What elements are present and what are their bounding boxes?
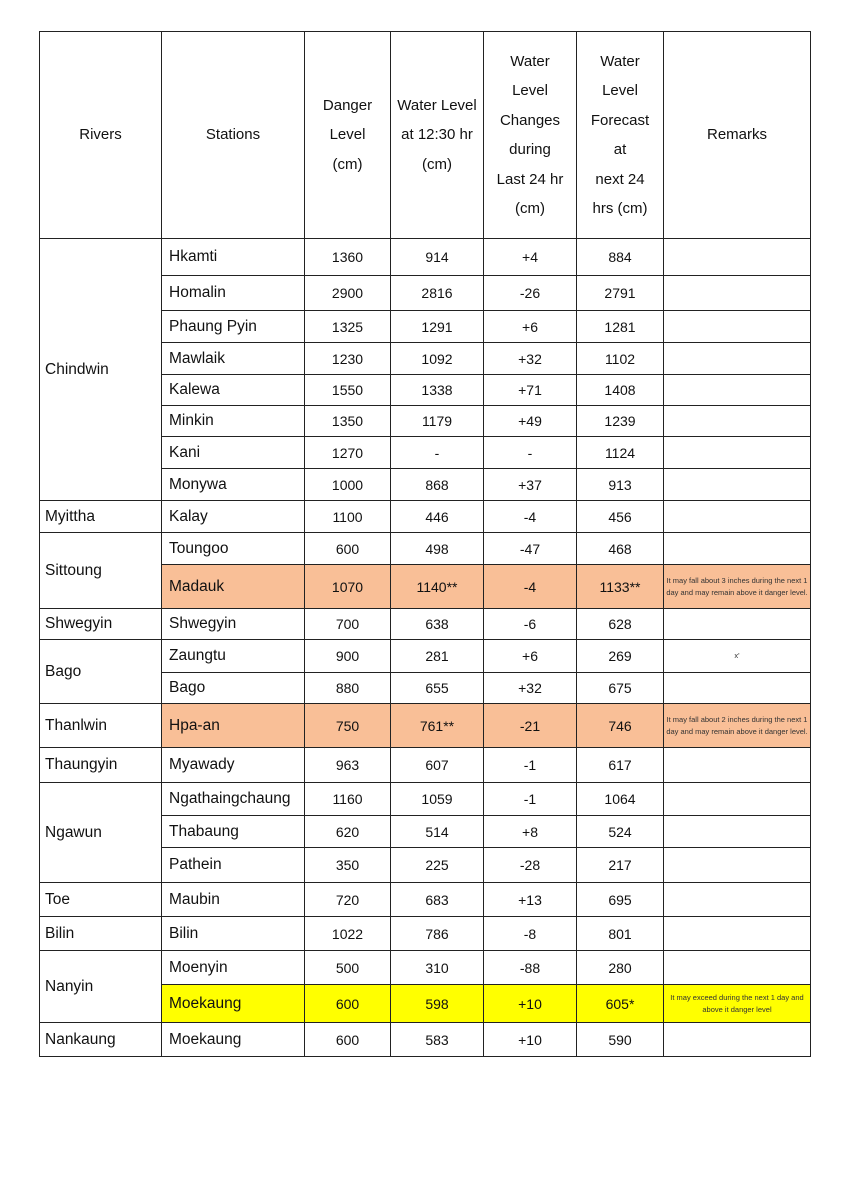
remark-cell — [664, 783, 811, 816]
station-cell: Hkamti — [162, 239, 305, 276]
header-change-line: (cm) — [515, 200, 545, 217]
danger-level-cell: 700 — [305, 609, 391, 640]
table-row — [40, 783, 811, 816]
danger-level-cell: 1160 — [305, 783, 391, 816]
change-cell: +49 — [484, 406, 577, 437]
station-cell: Bago — [162, 673, 305, 704]
water-level-cell: 583 — [391, 1023, 484, 1057]
change-cell: -6 — [484, 609, 577, 640]
station-cell: Pathein — [162, 848, 305, 883]
station-cell: Thabaung — [162, 816, 305, 848]
header-stations: Stations — [162, 32, 305, 239]
river-cell: Nankaung — [40, 1023, 162, 1057]
remark-cell — [664, 951, 811, 985]
danger-level-cell: 1230 — [305, 343, 391, 375]
forecast-cell: 1239 — [577, 406, 664, 437]
remark-cell — [664, 437, 811, 469]
river-cell: Sittoung — [40, 533, 162, 609]
station-cell: Kalewa — [162, 375, 305, 406]
water-level-cell: 786 — [391, 917, 484, 951]
change-cell: -8 — [484, 917, 577, 951]
change-cell: +32 — [484, 343, 577, 375]
table-row — [40, 917, 811, 951]
water-level-cell: 225 — [391, 848, 484, 883]
station-cell: Madauk — [162, 565, 305, 609]
danger-level-cell: 1070 — [305, 565, 391, 609]
station-cell: Minkin — [162, 406, 305, 437]
forecast-cell: 1102 — [577, 343, 664, 375]
table-row-alert — [40, 704, 811, 748]
remark-cell: x' — [664, 640, 811, 673]
table-row — [40, 640, 811, 673]
river-water-level-table — [39, 31, 811, 1057]
danger-level-cell: 600 — [305, 1023, 391, 1057]
forecast-cell: 1064 — [577, 783, 664, 816]
header-forecast-line: next 24 — [595, 170, 645, 188]
water-level-cell: 446 — [391, 501, 484, 533]
remark-cell — [664, 343, 811, 375]
forecast-cell: 913 — [577, 469, 664, 501]
station-cell: Ngathaingchaung — [162, 783, 305, 816]
change-cell: +37 — [484, 469, 577, 501]
change-cell: +13 — [484, 883, 577, 917]
danger-level-cell: 600 — [305, 985, 391, 1023]
water-level-cell: 1140** — [391, 565, 484, 609]
header-row — [40, 32, 811, 239]
change-cell: -1 — [484, 748, 577, 783]
change-cell: +10 — [484, 985, 577, 1023]
station-cell: Zaungtu — [162, 640, 305, 673]
forecast-cell: 801 — [577, 917, 664, 951]
forecast-cell: 468 — [577, 533, 664, 565]
station-cell: Myawady — [162, 748, 305, 783]
change-cell: +71 — [484, 375, 577, 406]
remark-cell — [664, 311, 811, 343]
station-cell: Kani — [162, 437, 305, 469]
header-danger-line: (cm) — [332, 155, 363, 173]
header-forecast-line: Forecast — [590, 111, 650, 129]
danger-level-cell: 1350 — [305, 406, 391, 437]
water-level-cell: 1291 — [391, 311, 484, 343]
water-level-cell: 1092 — [391, 343, 484, 375]
danger-level-cell: 720 — [305, 883, 391, 917]
header-danger-line: Level — [329, 126, 366, 144]
forecast-cell: 2791 — [577, 276, 664, 311]
header-water-level — [391, 32, 484, 239]
danger-level-cell: 620 — [305, 816, 391, 848]
forecast-cell: 1133** — [577, 565, 664, 609]
danger-level-cell: 500 — [305, 951, 391, 985]
header-change-line: Changes — [499, 111, 561, 129]
danger-level-cell: 1000 — [305, 469, 391, 501]
station-cell: Hpa-an — [162, 704, 305, 748]
danger-level-cell: 1360 — [305, 239, 391, 276]
danger-level-cell: 880 — [305, 673, 391, 704]
danger-level-cell: 1550 — [305, 375, 391, 406]
forecast-cell: 1281 — [577, 311, 664, 343]
forecast-cell: 605* — [577, 985, 664, 1023]
river-cell: Ngawun — [40, 783, 162, 883]
water-level-cell: 914 — [391, 239, 484, 276]
station-cell: Moekaung — [162, 1023, 305, 1057]
water-level-cell: 761** — [391, 704, 484, 748]
forecast-cell: 617 — [577, 748, 664, 783]
station-cell: Moenyin — [162, 951, 305, 985]
remark-cell: It may fall about 2 inches during the next 1 day and may remain above it danger level. — [664, 704, 811, 748]
station-cell: Mawlaik — [162, 343, 305, 375]
danger-level-cell: 1325 — [305, 311, 391, 343]
change-cell: +10 — [484, 1023, 577, 1057]
change-cell: -4 — [484, 565, 577, 609]
header-change-line: Water — [510, 52, 550, 70]
remark-cell: It may fall about 3 inches during the next 1 day and may remain above it danger level. — [664, 565, 811, 609]
header-forecast-line: Water — [600, 52, 640, 70]
danger-level-cell: 1100 — [305, 501, 391, 533]
header-water-line: (cm) — [422, 155, 452, 173]
header-forecast-line: hrs (cm) — [592, 200, 648, 217]
remark-cell — [664, 406, 811, 437]
change-cell: +32 — [484, 673, 577, 704]
change-cell: -88 — [484, 951, 577, 985]
header-change-line: during — [509, 141, 551, 158]
change-cell: -1 — [484, 783, 577, 816]
forecast-cell: 280 — [577, 951, 664, 985]
river-cell: Chindwin — [40, 239, 162, 501]
water-level-cell: 281 — [391, 640, 484, 673]
table-row — [40, 951, 811, 985]
station-cell: Monywa — [162, 469, 305, 501]
change-cell: +4 — [484, 239, 577, 276]
danger-level-cell: 1270 — [305, 437, 391, 469]
water-level-cell: 498 — [391, 533, 484, 565]
change-cell: +8 — [484, 816, 577, 848]
river-cell: Shwegyin — [40, 609, 162, 640]
change-cell: +6 — [484, 311, 577, 343]
table-row — [40, 609, 811, 640]
station-cell: Homalin — [162, 276, 305, 311]
river-cell: Thanlwin — [40, 704, 162, 748]
remark-cell — [664, 1023, 811, 1057]
change-cell: -4 — [484, 501, 577, 533]
water-level-cell: 1059 — [391, 783, 484, 816]
header-forecast — [577, 32, 664, 239]
forecast-cell: 217 — [577, 848, 664, 883]
forecast-cell: 524 — [577, 816, 664, 848]
river-cell: Toe — [40, 883, 162, 917]
danger-level-cell: 600 — [305, 533, 391, 565]
table-row — [40, 501, 811, 533]
remark-cell — [664, 501, 811, 533]
station-cell: Maubin — [162, 883, 305, 917]
water-level-cell: 2816 — [391, 276, 484, 311]
header-water-line: Water Level — [397, 96, 477, 114]
remark-cell — [664, 673, 811, 704]
change-cell: -28 — [484, 848, 577, 883]
forecast-cell: 269 — [577, 640, 664, 673]
station-cell: Moekaung — [162, 985, 305, 1023]
header-change-line: Level — [512, 82, 548, 99]
forecast-cell: 628 — [577, 609, 664, 640]
river-cell: Thaungyin — [40, 748, 162, 783]
change-cell: -21 — [484, 704, 577, 748]
danger-level-cell: 750 — [305, 704, 391, 748]
water-level-cell: 607 — [391, 748, 484, 783]
water-level-cell: 1179 — [391, 406, 484, 437]
water-level-cell: - — [391, 437, 484, 469]
change-cell: -26 — [484, 276, 577, 311]
danger-level-cell: 2900 — [305, 276, 391, 311]
water-level-cell: 868 — [391, 469, 484, 501]
table-row — [40, 533, 811, 565]
forecast-cell: 675 — [577, 673, 664, 704]
water-level-cell: 598 — [391, 985, 484, 1023]
remark-cell: It may exceed during the next 1 day and above it danger level — [664, 985, 811, 1023]
remark-cell — [664, 533, 811, 565]
header-danger-level — [305, 32, 391, 239]
header-forecast-line: Level — [602, 82, 638, 99]
table-row — [40, 239, 811, 276]
header-danger-line: Danger — [322, 96, 373, 114]
station-cell: Phaung Pyin — [162, 311, 305, 343]
water-level-cell: 514 — [391, 816, 484, 848]
remark-cell — [664, 375, 811, 406]
water-level-cell: 683 — [391, 883, 484, 917]
remark-cell — [664, 848, 811, 883]
header-level-change — [484, 32, 577, 239]
remark-cell — [664, 239, 811, 276]
danger-level-cell: 1022 — [305, 917, 391, 951]
header-rivers: Rivers — [40, 32, 162, 239]
change-cell: -47 — [484, 533, 577, 565]
remark-cell — [664, 816, 811, 848]
danger-level-cell: 350 — [305, 848, 391, 883]
forecast-cell: 746 — [577, 704, 664, 748]
forecast-cell: 456 — [577, 501, 664, 533]
change-cell: +6 — [484, 640, 577, 673]
header-change-line: Last 24 hr — [496, 170, 564, 188]
river-cell: Nanyin — [40, 951, 162, 1023]
header-remarks: Remarks — [664, 32, 811, 239]
table-row — [40, 1023, 811, 1057]
remark-cell — [664, 469, 811, 501]
remark-cell — [664, 276, 811, 311]
change-cell: - — [484, 437, 577, 469]
river-cell: Myittha — [40, 501, 162, 533]
remark-cell — [664, 609, 811, 640]
station-cell: Bilin — [162, 917, 305, 951]
station-cell: Toungoo — [162, 533, 305, 565]
forecast-cell: 695 — [577, 883, 664, 917]
remark-cell — [664, 748, 811, 783]
station-cell: Kalay — [162, 501, 305, 533]
forecast-cell: 1124 — [577, 437, 664, 469]
remark-cell — [664, 917, 811, 951]
header-forecast-line: at — [613, 141, 627, 158]
remark-cell — [664, 883, 811, 917]
river-cell: Bilin — [40, 917, 162, 951]
station-cell: Shwegyin — [162, 609, 305, 640]
water-level-cell: 655 — [391, 673, 484, 704]
header-water-line: at 12:30 hr — [401, 126, 473, 144]
table-row — [40, 883, 811, 917]
table-row — [40, 748, 811, 783]
water-level-cell: 310 — [391, 951, 484, 985]
forecast-cell: 1408 — [577, 375, 664, 406]
water-level-cell: 1338 — [391, 375, 484, 406]
water-level-cell: 638 — [391, 609, 484, 640]
danger-level-cell: 900 — [305, 640, 391, 673]
forecast-cell: 590 — [577, 1023, 664, 1057]
danger-level-cell: 963 — [305, 748, 391, 783]
river-cell: Bago — [40, 640, 162, 704]
forecast-cell: 884 — [577, 239, 664, 276]
